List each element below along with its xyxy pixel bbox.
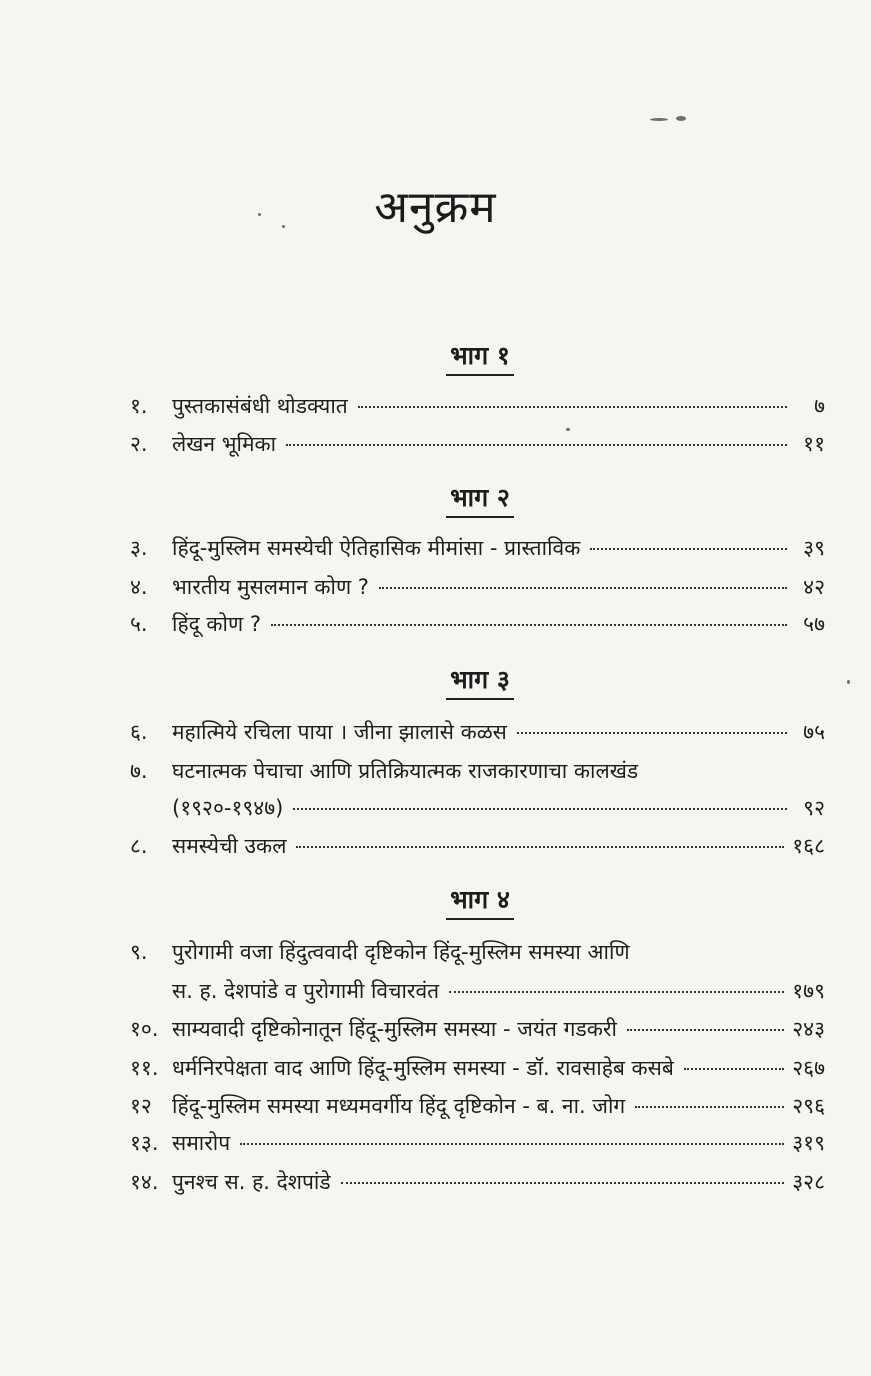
entry-page: ३२८ [792,1170,825,1194]
entry-title: लेखन भूमिका [172,432,277,456]
leader-dots [590,548,787,550]
entry-number: १. [130,394,148,418]
toc-entry-13[interactable] [130,1127,825,1159]
leader-dots [341,1182,785,1184]
entry-page: २६७ [792,1056,825,1080]
entry-number: ४. [130,575,148,599]
entry-title: समारोप [172,1131,231,1155]
leader-dots [517,732,787,734]
part-heading-1: भाग १ [0,338,871,376]
leader-dots [379,587,787,589]
toc-entry-6[interactable] [130,716,825,748]
entry-title-line-2: स. ह. देशपांडे व पुरोगामी विचारवंत [172,979,440,1003]
toc-entry-11[interactable] [130,1052,825,1084]
entry-page: ४२ [803,575,825,599]
leader-dots [449,991,784,993]
entry-page: १६८ [792,834,825,858]
entry-title: हिंदू-मुस्लिम समस्या मध्यमवर्गीय हिंदू दृष्टिकोन - ब. ना. जोग [172,1094,626,1118]
leader-dots [271,624,787,626]
leader-dots [296,846,784,848]
entry-title: भारतीय मुसलमान कोण ? [172,575,369,599]
entry-title: पुनश्च स. ह. देशपांडे [172,1170,331,1194]
toc-entry-10[interactable] [130,1013,825,1045]
entry-title: महात्मिये रचिला पाया । जीना झालासे कळस [172,720,507,744]
toc-entry-9[interactable] [130,936,825,968]
entry-number: ६. [130,720,148,744]
entry-page: २९६ [792,1094,825,1118]
toc-entry-5[interactable] [130,608,825,640]
entry-page: ११ [803,432,825,456]
entry-number: १३. [130,1131,159,1155]
leader-dots [293,808,787,810]
toc-entry-8[interactable] [130,830,825,862]
entry-page: ३९ [803,536,825,560]
ink-speck [282,225,285,228]
toc-entry-1[interactable] [130,390,825,422]
ink-speck [847,680,850,684]
entry-number: ७. [130,759,148,783]
toc-entry-4[interactable] [130,571,825,603]
entry-page: ७ [814,394,825,418]
entry-page: ७५ [803,720,825,744]
leader-dots [286,444,787,446]
entry-title-line-2: (१९२०-१९४७) [172,796,284,820]
entry-number: ८. [130,834,148,858]
toc-entry-7[interactable] [130,755,825,787]
entry-title: साम्यवादी दृष्टिकोनातून हिंदू-मुस्लिम समस्या - जयंत गडकरी [172,1017,617,1041]
entry-title: पुस्तकासंबंधी थोडक्यात [172,394,348,418]
ink-speck [566,428,570,431]
entry-number: ३. [130,536,148,560]
leader-dots [358,406,787,408]
leader-dots [627,1029,784,1031]
entry-number: १०. [130,1017,159,1041]
part-heading-4: भाग ४ [0,882,871,920]
toc-entry-14[interactable] [130,1166,825,1198]
entry-title: पुरोगामी वजा हिंदुत्ववादी दृष्टिकोन हिंदू-मुस्लिम समस्या आणि [172,940,630,964]
entry-number: १२ [130,1094,152,1118]
entry-page: १७९ [792,979,825,1003]
ink-speck [676,116,686,121]
page-title: अनुक्रम [374,182,497,233]
part-heading-2: भाग २ [0,480,871,518]
entry-page: ३१९ [792,1131,825,1155]
toc-entry-2[interactable] [130,428,825,460]
ink-speck [650,118,668,121]
entry-page: ५७ [803,612,825,636]
entry-title: धर्मनिरपेक्षता वाद आणि हिंदू-मुस्लिम समस्या - डॉ. रावसाहेब कसबे [172,1056,674,1080]
entry-number: ५. [130,612,148,636]
entry-title: हिंदू-मुस्लिम समस्येची ऐतिहासिक मीमांसा - प्रास्ताविक [172,536,581,560]
leader-dots [684,1068,784,1070]
leader-dots [240,1143,784,1145]
toc-entry-7-continued[interactable] [130,792,825,824]
entry-title: हिंदू कोण ? [172,612,261,636]
entry-number: ९. [130,940,148,964]
toc-entry-9-continued[interactable] [130,975,825,1007]
part-heading-3: भाग ३ [0,662,871,700]
entry-number: २. [130,432,148,456]
entry-title: घटनात्मक पेचाचा आणि प्रतिक्रियात्मक राजकारणाचा कालखंड [172,759,639,783]
entry-page: २४३ [792,1017,825,1041]
entry-number: १४. [130,1170,159,1194]
entry-title: समस्येची उकल [172,834,287,858]
ink-speck [258,213,261,216]
entry-page: ९२ [803,796,825,820]
toc-entry-3[interactable] [130,532,825,564]
entry-number: ११. [130,1056,159,1080]
leader-dots [635,1106,784,1108]
toc-entry-12[interactable] [130,1090,825,1122]
